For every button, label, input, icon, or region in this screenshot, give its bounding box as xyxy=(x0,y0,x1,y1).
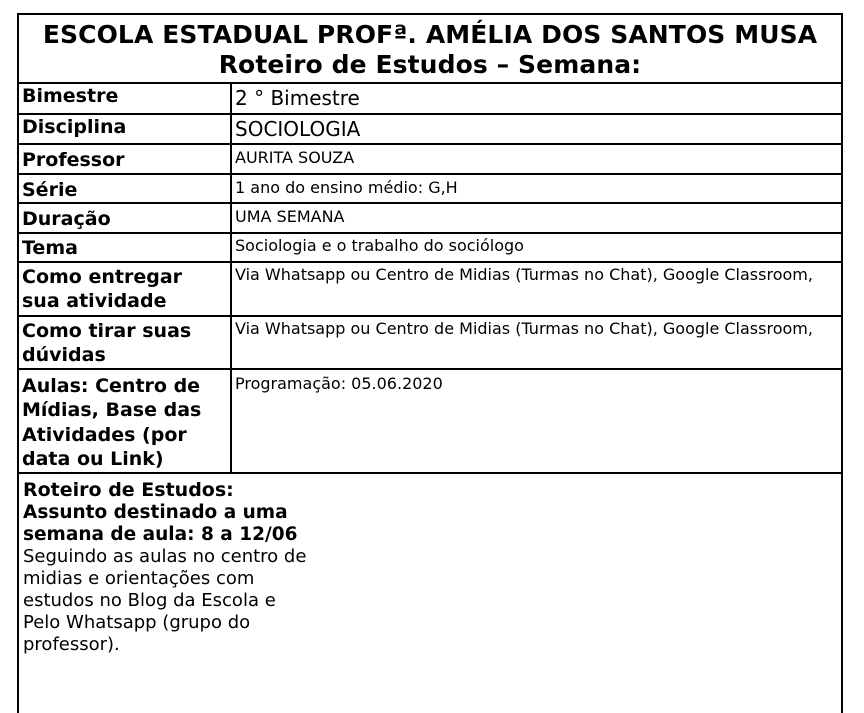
label-duracao: Duração xyxy=(19,203,231,233)
label-disciplina: Disciplina xyxy=(19,114,231,144)
value-bimestre: 2 ° Bimestre xyxy=(231,84,841,114)
row-serie xyxy=(19,174,841,204)
row-duracao xyxy=(19,203,841,233)
value-duvidas: Via Whatsapp ou Centro de Midias (Turmas no Chat), Google Classroom, xyxy=(231,316,841,369)
row-aulas xyxy=(19,369,841,473)
value-aulas: Programação: 05.06.2020 xyxy=(231,369,841,473)
value-tema: Sociologia e o trabalho do sociólogo xyxy=(231,233,841,262)
label-duvidas: Como tirar suas dúvidas xyxy=(19,316,231,369)
info-table xyxy=(19,84,841,474)
value-duracao: UMA SEMANA xyxy=(231,203,841,233)
value-disciplina: SOCIOLOGIA xyxy=(231,114,841,144)
row-tema xyxy=(19,233,841,262)
document-header xyxy=(19,15,841,84)
document-subtitle: Roteiro de Estudos – Semana: xyxy=(218,50,642,79)
study-description: Seguindo as aulas no centro de midias e orientações com estudos no Blog da Escola e Pelo Whatsapp (grupo do professor). xyxy=(23,545,307,655)
label-bimestre: Bimestre xyxy=(19,84,231,114)
study-title: Roteiro de Estudos: xyxy=(23,478,234,501)
row-disciplina xyxy=(19,114,841,144)
study-subject: Assunto destinado a uma semana de aula: 8 a 12/06 xyxy=(23,501,298,545)
study-section xyxy=(19,474,841,656)
label-serie: Série xyxy=(19,174,231,204)
row-professor xyxy=(19,144,841,174)
row-duvidas xyxy=(19,316,841,369)
row-bimestre xyxy=(19,84,841,114)
study-guide-document xyxy=(17,13,843,713)
label-tema: Tema xyxy=(19,233,231,262)
row-entregar xyxy=(19,262,841,316)
value-entregar: Via Whatsapp ou Centro de Midias (Turmas no Chat), Google Classroom, xyxy=(231,262,841,316)
label-aulas: Aulas: Centro de Mídias, Base das Atividades (por data ou Link) xyxy=(19,369,231,473)
value-serie: 1 ano do ensino médio: G,H xyxy=(231,174,841,204)
school-name: ESCOLA ESTADUAL PROFª. AMÉLIA DOS SANTOS MUSA xyxy=(42,20,818,49)
value-professor: AURITA SOUZA xyxy=(231,144,841,174)
label-entregar: Como entregar sua atividade xyxy=(19,262,231,316)
label-professor: Professor xyxy=(19,144,231,174)
